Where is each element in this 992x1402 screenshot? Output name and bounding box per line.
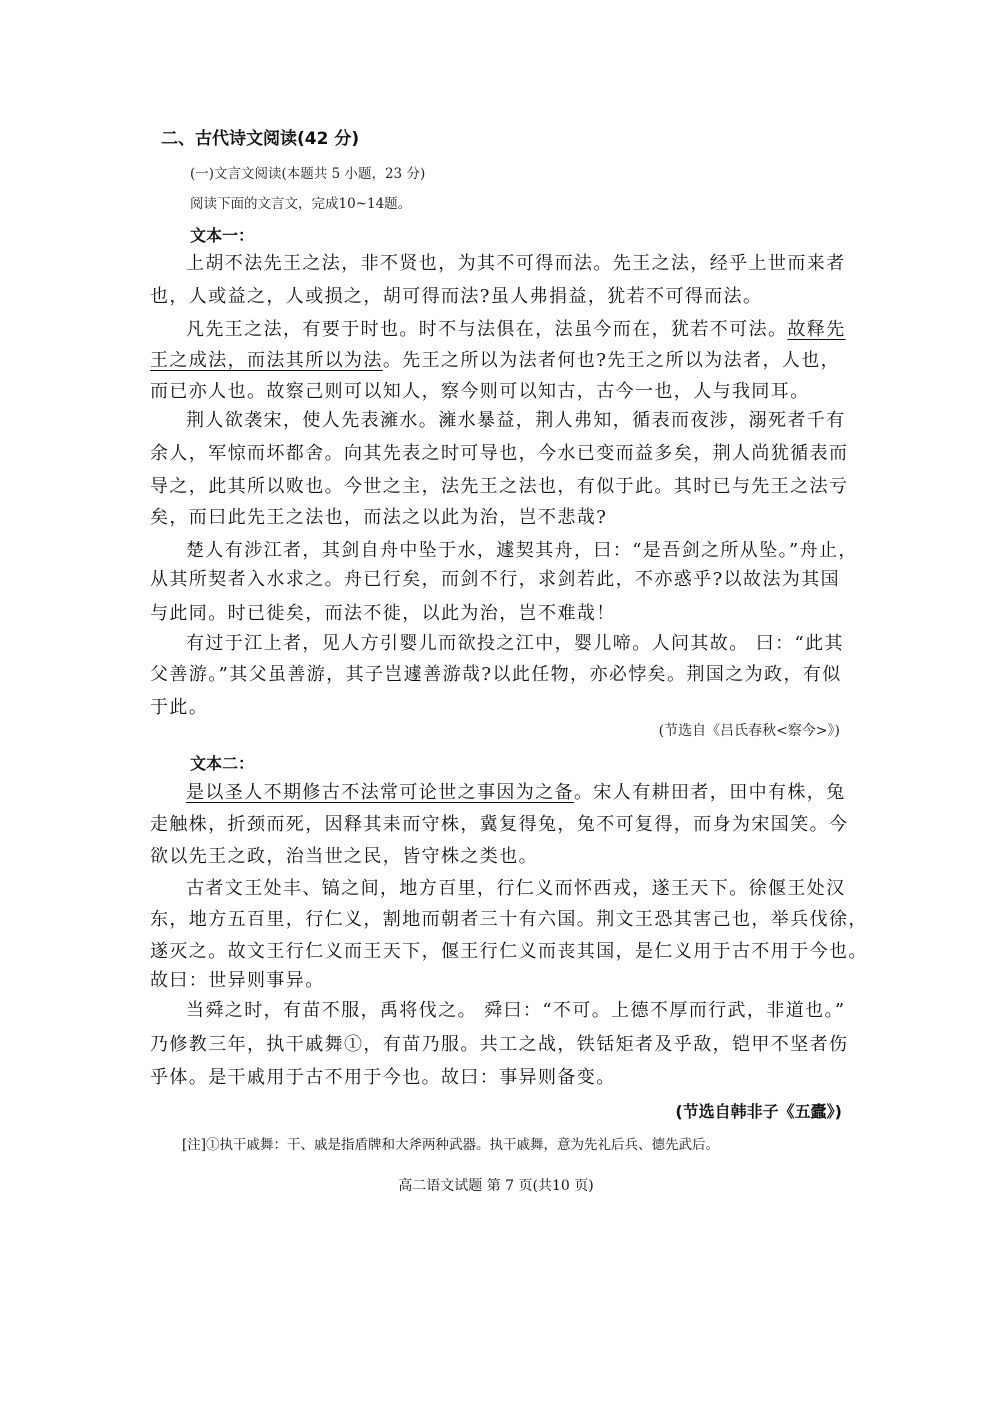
- text1-line: 也，人或益之，人或损之，胡可得而法?虽人弗捐益，犹若不可得而法。: [150, 286, 763, 307]
- section-title: 二、古代诗文阅读(42 分): [161, 129, 360, 149]
- text1-line: 而已亦人也。故察己则可以知人，察今则可以知古，古今一也，人与我同耳。: [150, 381, 810, 402]
- text2-line: 欲以先王之政，治当世之民，皆守株之类也。: [150, 846, 538, 867]
- text1-source: (节选自《吕氏春秋<察今>》): [658, 723, 840, 739]
- text1-underlined-sentence-part2: 王之成法，而法其所以为法: [150, 350, 383, 371]
- text1-line: 凡先王之法，有要于时也。时不与法俱在，法虽今而在，犹若不可法。: [186, 319, 788, 340]
- text1-line: 有过于江上者，见人方引婴儿而欲投之江中，婴儿啼。人问其故。 曰：“此其: [186, 633, 844, 654]
- text2-line: 。宋人有耕田者，田中有株，兔: [574, 782, 846, 803]
- text2-line: 东，地方五百里，行仁义，割地而朝者三十有六国。荆文王恐其害己也，举兵伐徐，: [150, 909, 868, 930]
- footnote: [注]①执干戚舞：干、戚是指盾牌和大斧两种武器。执干戚舞，意为先礼后兵、德先武后。: [182, 1137, 720, 1153]
- text1-underlined-sentence-part1: 故释先: [787, 319, 846, 340]
- text1-line: 荆人欲袭宋，使人先表澭水。澭水暴益，荆人弗知，循表而夜涉，溺死者千有: [186, 410, 846, 431]
- text2-source: (节选自韩非子《五蠹》): [675, 1102, 842, 1121]
- text2-line: 乎体。是干戚用于古不用于今也。故曰：事异则备变。: [150, 1067, 616, 1088]
- text2-underlined-sentence: 是以圣人不期修古不法常可论世之事因为之备: [186, 782, 574, 803]
- text2-line: 故曰：世异则事异。: [150, 970, 325, 991]
- text2-paragraph-underlined: [186, 779, 846, 807]
- page-footer: 高二语文试题 第 7 页(共10 页): [398, 1178, 594, 1194]
- text2-line: 当舜之时，有苗不服，禹将伐之。 舜曰：“不可。上德不厚而行武，非道也。”: [186, 1000, 846, 1021]
- text1-line: 楚人有涉江者，其剑自舟中坠于水，遽契其舟，曰：“是吾剑之所从坠。”舟止，: [186, 540, 858, 561]
- text2-line: 古者文王处丰、镐之间，地方百里，行仁义而怀西戎，遂王天下。徐偃王处汉: [186, 878, 846, 899]
- section-subtitle: (一)文言文阅读(本题共 5 小题，23 分): [190, 166, 426, 182]
- text2-label: 文本二：: [190, 754, 255, 773]
- text1-paragraph-underlined-cont: [150, 347, 842, 375]
- text1-line: 父善游。”其父虽善游，其子岂遽善游哉?以此任物，亦必悖矣。荆国之为政，有似: [150, 664, 842, 685]
- text2-line: 遂灭之。故文王行仁义而王天下，偃王行仁义而丧其国，是仁义用于古不用于今也。: [150, 941, 868, 962]
- text1-line: 余人，军惊而坏都舍。向其先表之时可导也，今水已变而益多矣，荆人尚犹循表而: [150, 443, 849, 464]
- text1-line: 上胡不法先王之法，非不贤也，为其不可得而法。先王之法，经乎上世而来者: [186, 253, 846, 274]
- text1-line: 从其所契者入水求之。舟已行矣，而剑不行，求剑若此，不亦惑乎?以故法为其国: [150, 569, 841, 590]
- text1-line: 导之，此其所以败也。今世之主，法先王之法也，有似于此。其时已与先王之法亏: [150, 476, 849, 497]
- text1-line: 。先王之所以为法者何也?先王之所以为法者，人也，: [382, 350, 841, 371]
- text1-line: 于此。: [150, 697, 209, 718]
- text2-line: 走触株，折颈而死，因释其耒而守株，冀复得兔，兔不可复得，而身为宋国笑。今: [150, 814, 849, 835]
- text1-paragraph-underlined: [186, 316, 846, 344]
- instruction: 阅读下面的文言文，完成10~14题。: [190, 196, 412, 212]
- text1-label: 文本一：: [190, 226, 255, 245]
- text1-line: 矣，而曰此先王之法也，而法之以此为治，岂不悲哉?: [150, 507, 608, 528]
- text1-line: 与此同。时已徙矣，而法不徙，以此为治，岂不难哉！: [150, 603, 616, 624]
- text2-line: 乃修教三年，执干戚舞①，有苗乃服。共工之战，铁铦矩者及乎敌，铠甲不坚者伤: [150, 1034, 849, 1055]
